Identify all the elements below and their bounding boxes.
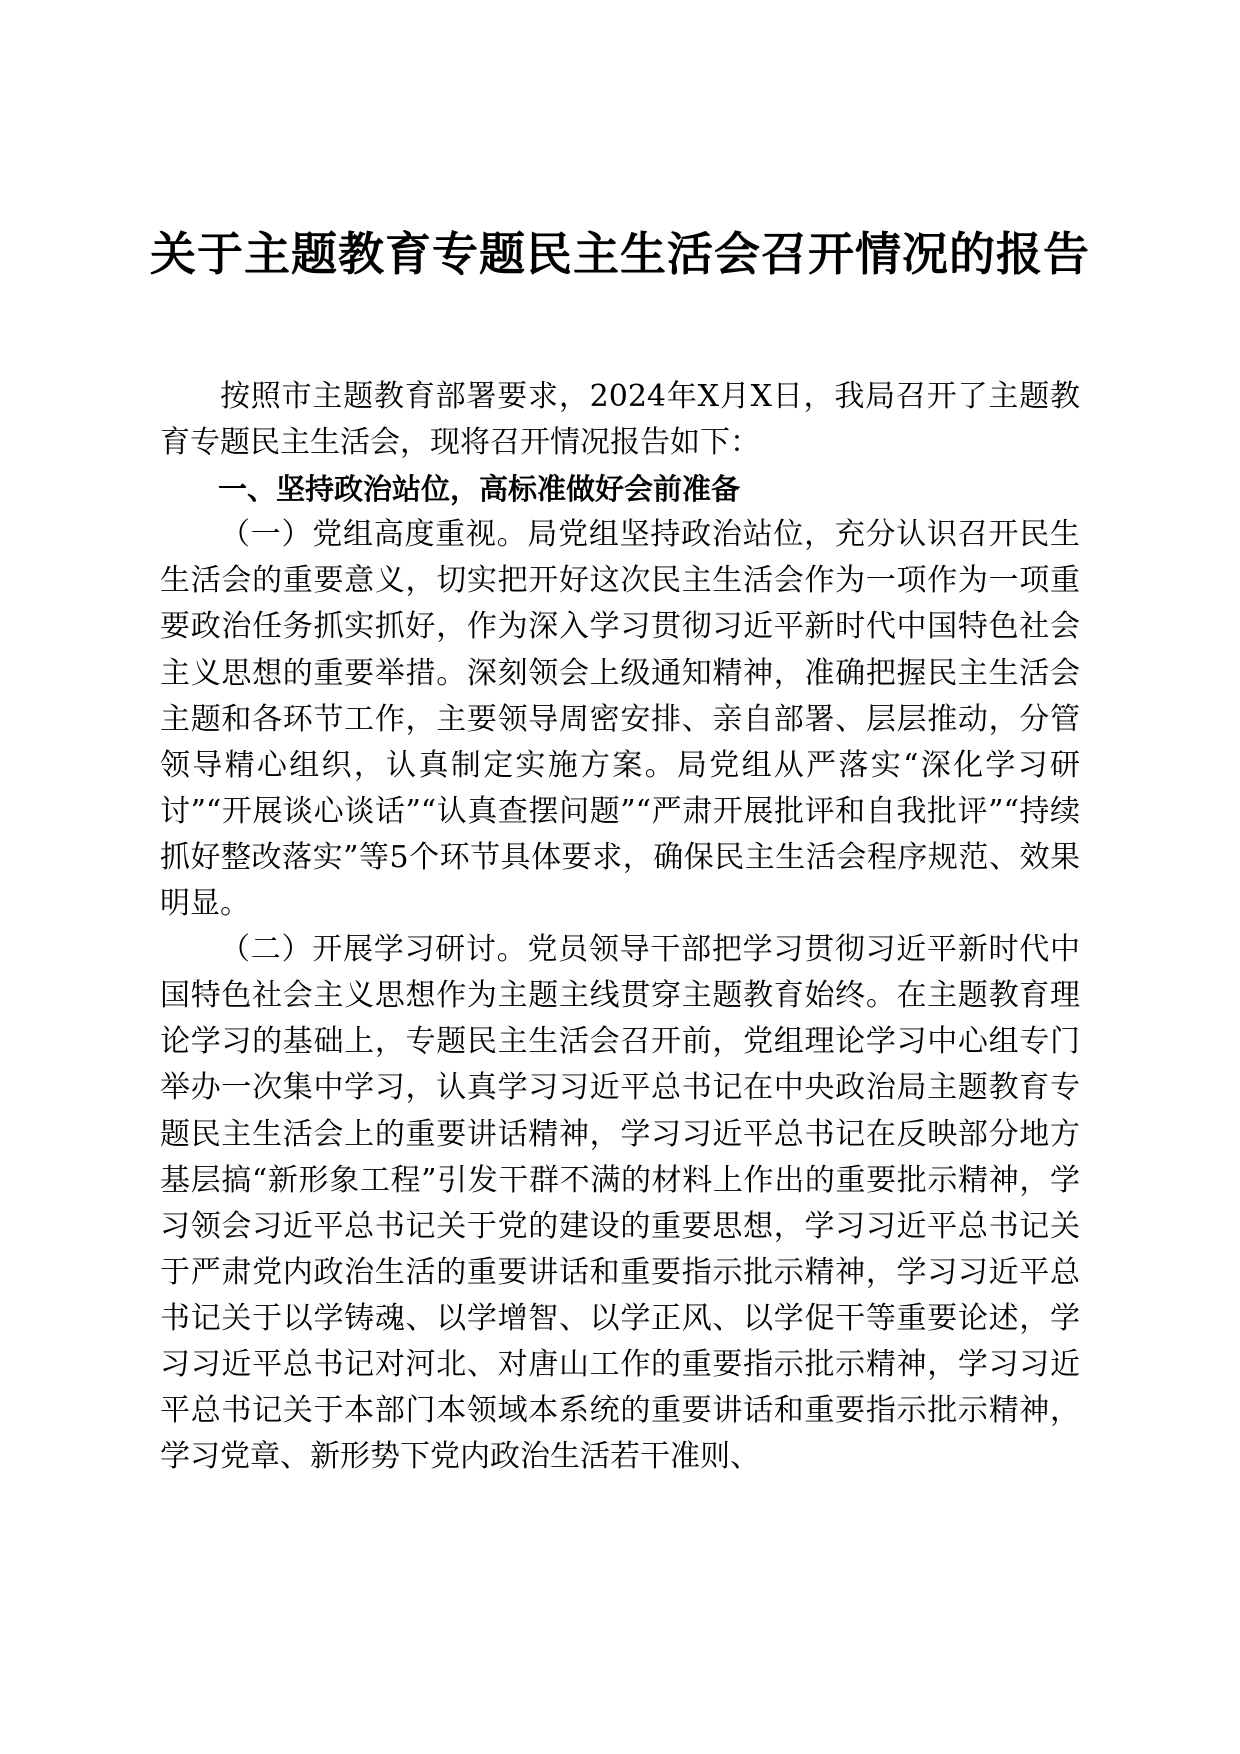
document-body [160, 374, 1080, 1480]
subsection-paragraph: （一）党组高度重视。局党组坚持政治站位，充分认识召开民生生活会的重要意义，切实把开好这次民主生活会作为一项作为一项重要政治任务抓实抓好，作为深入学习贯彻习近平新时代中国特色社会主义思想的重要举措。深刻领会上级通知精神，准确把握民主生活会主题和各环节工作，主要领导周密安排、亲自部署、层层推动，分管领导精心组织，认真制定实施方案。局党组从严落实“深化学习研讨”“开展谈心谈话”“认真查摆问题”“严肃开展批评和自我批评”“持续抓好整改落实”等5个环节具体要求，确保民主生活会程序规范、效果明显。 [160, 517, 1080, 922]
subsection-paragraph: （二）开展学习研讨。党员领导干部把学习贯彻习近平新时代中国特色社会主义思想作为主题主线贯穿主题教育始终。在主题教育理论学习的基础上，专题民主生活会召开前，党组理论学习中心组专门举办一次集中学习，认真学习习近平总书记在中央政治局主题教育专题民主生活会上的重要讲话精神，学习习近平总书记在反映部分地方基层搞“新形象工程”引发干群不满的材料上作出的重要批示精神，学习领会习近平总书记关于党的建设的重要思想，学习习近平总书记关于严肃党内政治生活的重要讲话和重要指示批示精神，学习习近平总书记关于以学铸魂、以学增智、以学正风、以学促干等重要论述，学习习近平总书记对河北、对唐山工作的重要指示批示精神，学习习近平总书记关于本部门本领域本系统的重要讲话和重要指示批示精神，学习党章、新形势下党内政治生活若干准则、 [160, 932, 1080, 1475]
intro-paragraph: 按照市主题教育部署要求，2024年X月X日，我局召开了主题教育专题民主生活会，现将召开情况报告如下： [160, 379, 1080, 461]
section-heading: 一、坚持政治站位，高标准做好会前准备 [218, 472, 741, 507]
document-title: 关于主题教育专题民主生活会召开情况的报告 [150, 227, 1090, 281]
